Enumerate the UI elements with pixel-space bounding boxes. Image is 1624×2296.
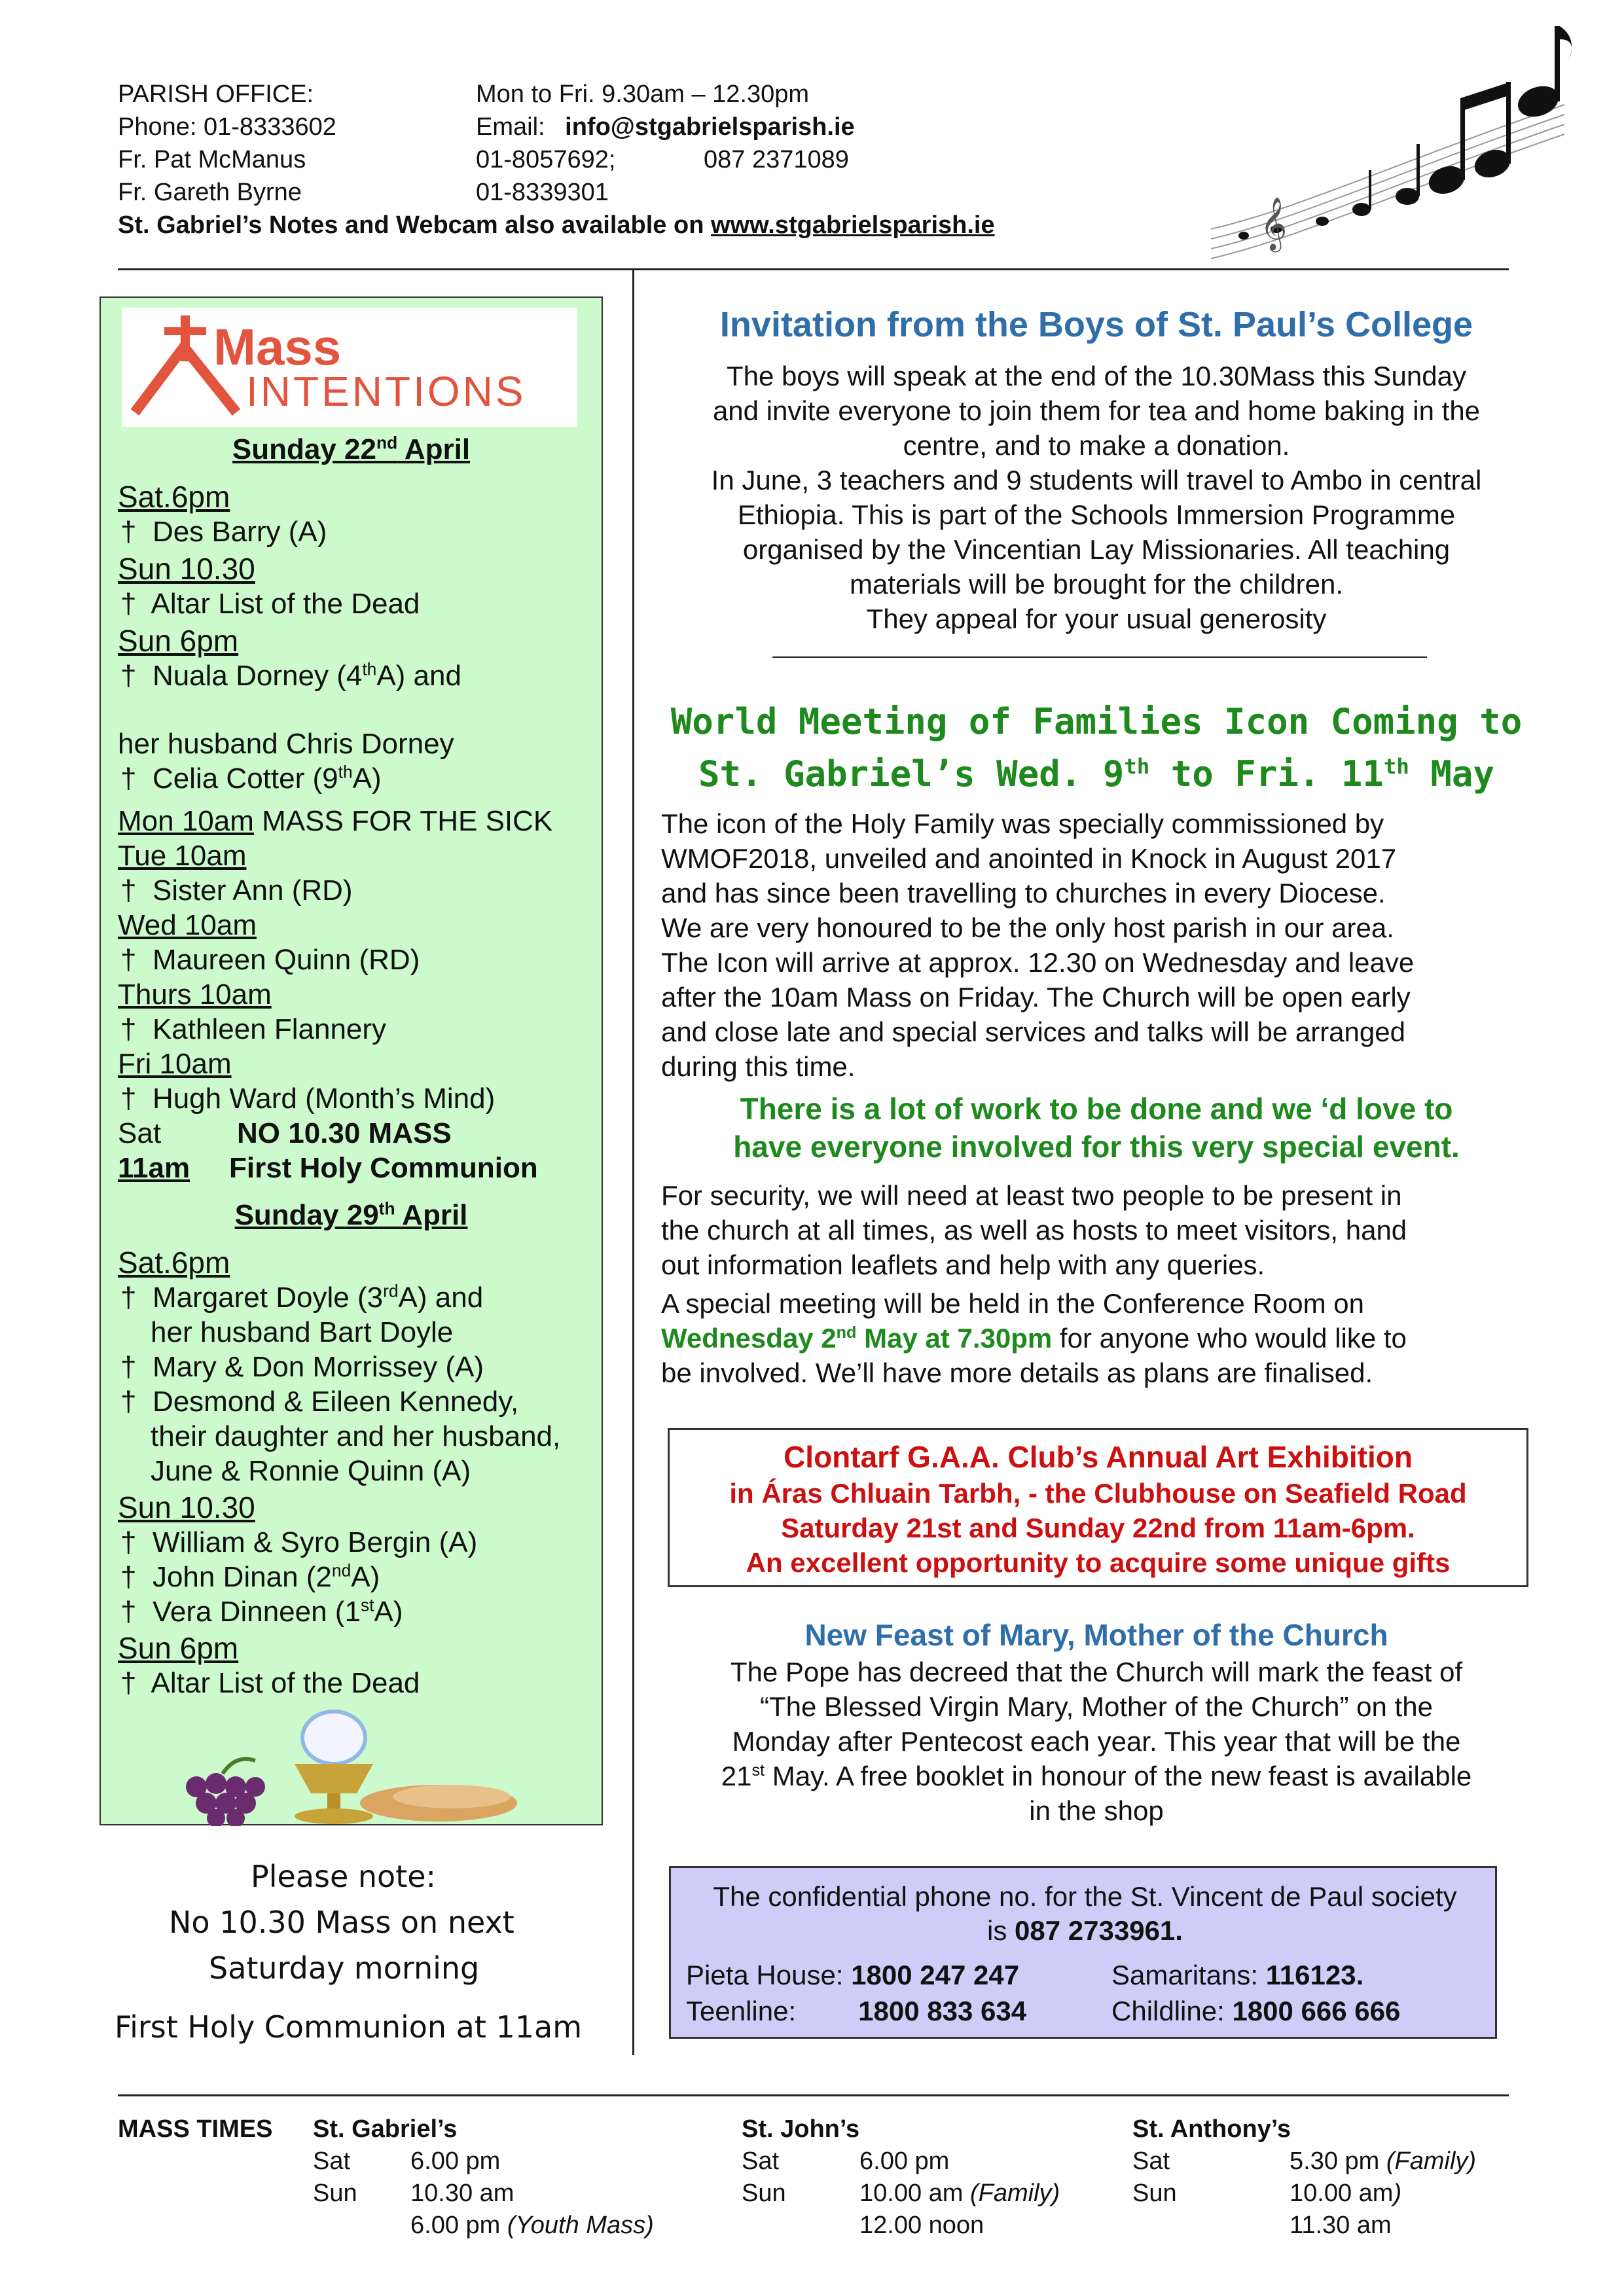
intention-daughter: their daughter and her husband, — [151, 1420, 561, 1452]
gab-sun: Sun — [313, 2179, 357, 2207]
office-label: PARISH OFFICE: — [118, 81, 314, 108]
svg-text:𝄞: 𝄞 — [1260, 196, 1288, 250]
webcam-text: St. Gabriel’s Notes and Webcam also available on — [118, 211, 704, 239]
anthony-sun-time2: 11.30 am — [1290, 2212, 1392, 2239]
intention-celia: † Celia Cotter (9thA) — [120, 762, 382, 795]
sun6-label: Sun 6pm — [118, 624, 239, 658]
fr1-mobile: 087 2371089 — [704, 146, 849, 173]
intention-altar-list-b: † Altar List of the Dead — [120, 1667, 420, 1699]
webcam-line — [118, 209, 995, 242]
website-link[interactable]: www.stgabrielsparish.ie — [710, 211, 995, 239]
communion-label: First Holy Communion — [229, 1152, 538, 1184]
feast-body: The Pope has decreed that the Church will mark the feast of “The Blessed Virgin Mary, Mother of the Church” on the Monday after Pentecost each year. This year that will be the 21st May. A free booklet in honour of the new feast is available in the shop — [721, 1657, 1472, 1826]
no-mass-notice: NO 10.30 MASS — [237, 1117, 452, 1149]
chalice-bread-grapes-icon — [177, 1708, 530, 1826]
note-line2: No 10.30 Mass on next — [169, 1905, 514, 1940]
mass-intentions-logo — [122, 308, 577, 427]
logo-intentions-text: INTENTIONS — [246, 368, 526, 415]
wmof-volunteer-call: There is a lot of work to be done and we ‘d love to have everyone involved for this very special event. — [733, 1092, 1460, 1164]
fri10-label: Fri 10am — [118, 1048, 232, 1080]
intention-june: June & Ronnie Quinn (A) — [151, 1455, 471, 1487]
intention-margaret: † Margaret Doyle (3rdA) and — [120, 1281, 484, 1314]
feast-title: New Feast of Mary, Mother of the Church — [804, 1618, 1388, 1652]
pieta-line: Pieta House: 1800 247 247 — [686, 1960, 1020, 1990]
logo-mass-text: Mass — [213, 318, 342, 376]
intention-sister-ann: † Sister Ann (RD) — [120, 874, 353, 906]
john-sun-time2: 12.00 noon — [859, 2212, 984, 2239]
thurs10-label: Thurs 10am — [118, 978, 272, 1011]
st-anthonys-name: St. Anthony’s — [1132, 2115, 1291, 2143]
mass-times-label: MASS TIMES — [118, 2115, 273, 2143]
sun6b-label: Sun 6pm — [118, 1631, 239, 1665]
note-line1: Please note: — [251, 1859, 437, 1894]
fr2-name: Fr. Gareth Byrne — [118, 179, 302, 206]
anthony-sun-time: 10.00 am) — [1290, 2179, 1402, 2207]
wmof-meeting: A special meeting will be held in the Conference Room on Wednesday 2nd May at 7.30pm for anyone who would like to be involved. We’ll have more details as plans are finalised. — [661, 1288, 1407, 1388]
gaa-details: in Áras Chluain Tarbh, - the Clubhouse on Seafield Road Saturday 21st and Sunday 22nd from 11am-6pm. An excellent opportunity to acquire some unique gifts — [729, 1478, 1467, 1578]
fr2-phone: 01-8339301 — [476, 179, 609, 206]
st-gabriels-name: St. Gabriel’s — [313, 2115, 458, 2143]
mon-mass-line: Mon 10am MASS FOR THE SICK — [118, 805, 553, 837]
intention-chris: her husband Chris Dorney — [118, 728, 454, 760]
gaa-line1: Clontarf G.A.A. Club’s Annual Art Exhibition — [784, 1440, 1413, 1474]
intention-desmond: † Desmond & Eileen Kennedy, — [120, 1386, 519, 1418]
intention-hugh: † Hugh Ward (Month’s Mind) — [120, 1083, 496, 1115]
fr1-name: Fr. Pat McManus — [118, 146, 306, 173]
svp-helplines-box — [669, 1866, 1497, 2039]
intention-des-barry: † Des Barry (A) — [120, 516, 327, 548]
intention-bart: her husband Bart Doyle — [151, 1316, 454, 1348]
note-line4: First Holy Communion at 11am — [115, 2009, 583, 2045]
wed10-label: Wed 10am — [118, 909, 257, 941]
gab-sat: Sat — [313, 2147, 351, 2175]
john-sat: Sat — [742, 2147, 780, 2175]
anthony-sat: Sat — [1132, 2147, 1170, 2175]
invitation-body: The boys will speak at the end of the 10.30Mass this Sunday and invite everyone to join them for tea and home baking in the centre, and to make a donation. In June, 3 teachers and 9 students will travel to Ambo in central Ethiopia. This is part of the Schools Immersion Programme organised by the Vincentian Lay Missionaries. All teaching materials will be brought for the children. They appeal for your usual generosity — [711, 361, 1482, 634]
email-line — [476, 111, 855, 143]
sunday2-heading: Sunday 29th April — [234, 1198, 468, 1231]
intention-william: † William & Syro Bergin (A) — [120, 1526, 478, 1558]
teenline-line: Teenline: 1800 833 634 — [686, 1996, 1027, 2026]
intention-vera: † Vera Dinneen (1stA) — [120, 1595, 403, 1628]
gab-sat-time: 6.00 pm — [410, 2147, 501, 2175]
phone-label: Phone: 01-8333602 — [118, 113, 336, 141]
header-divider — [118, 268, 1509, 270]
music-notes-icon — [1198, 13, 1578, 262]
intention-mary-don: † Mary & Don Morrissey (A) — [120, 1351, 484, 1383]
tue10-label: Tue 10am — [118, 840, 247, 872]
intention-altar-list: † Altar List of the Dead — [120, 588, 420, 620]
invitation-divider — [772, 656, 1427, 658]
gab-sun-time2: 6.00 pm (Youth Mass) — [410, 2212, 654, 2239]
footer-divider — [118, 2094, 1509, 2096]
john-sun: Sun — [742, 2179, 786, 2207]
sun1030-label: Sun 10.30 — [118, 552, 255, 586]
sat6-label: Sat.6pm — [118, 480, 230, 514]
wmof-security: For security, we will need at least two people to be present in the church at all times, as well as hosts to meet visitors, hand out information leaflets and help with any queries. — [661, 1180, 1407, 1280]
anthony-sat-time: 5.30 pm (Family) — [1290, 2147, 1477, 2175]
email-link[interactable]: info@stgabrielsparish.ie — [565, 113, 855, 141]
svp-text: The confidential phone no. for the St. Vincent de Paul society is 087 2733961. — [713, 1881, 1457, 1946]
intention-john: † John Dinan (2ndA) — [120, 1560, 380, 1593]
note-line3: Saturday morning — [209, 1950, 480, 1986]
john-sat-time: 6.00 pm — [859, 2147, 950, 2175]
intention-nuala: † Nuala Dorney (4thA) and — [120, 659, 461, 692]
intention-maureen: † Maureen Quinn (RD) — [120, 944, 420, 976]
sunday1-heading: Sunday 22nd April — [232, 433, 471, 465]
fr1-phone: 01-8057692; — [476, 146, 616, 173]
invitation-title: Invitation from the Boys of St. Paul’s College — [719, 305, 1473, 344]
gab-sun-time: 10.30 am — [410, 2179, 514, 2207]
column-divider — [632, 268, 634, 2055]
office-hours: Mon to Fri. 9.30am – 12.30pm — [476, 81, 810, 108]
childline-line: Childline: 1800 666 666 — [1111, 1996, 1401, 2026]
st-johns-name: St. John’s — [742, 2115, 860, 2143]
john-sun-time: 10.00 am (Family) — [859, 2179, 1060, 2207]
wmof-body: The icon of the Holy Family was specially commissioned by WMOF2018, unveiled and anointed in Knock in August 2017 and has since been travelling to churches in every Diocese. We are very honoured to be the only host parish in our area. The Icon will arrive at approx. 12.30 on Wednesday and leave after the 10am Mass on Friday. The Church will be open early and close late and special services and talks will be arranged during this time. — [661, 808, 1415, 1082]
anthony-sun: Sun — [1132, 2179, 1177, 2207]
11am-label: 11am — [118, 1152, 190, 1184]
email-label: Email: — [476, 113, 545, 141]
sat6b-label: Sat.6pm — [118, 1246, 230, 1280]
sat-label: Sat — [118, 1117, 162, 1149]
sun1030b-label: Sun 10.30 — [118, 1490, 255, 1524]
wmof-title: World Meeting of Families Icon Coming to St. Gabriel’s Wed. 9th to Fri. 11th May — [670, 701, 1523, 795]
samaritans-line: Samaritans: 116123. — [1111, 1960, 1364, 1990]
intention-kathleen: † Kathleen Flannery — [120, 1013, 387, 1045]
